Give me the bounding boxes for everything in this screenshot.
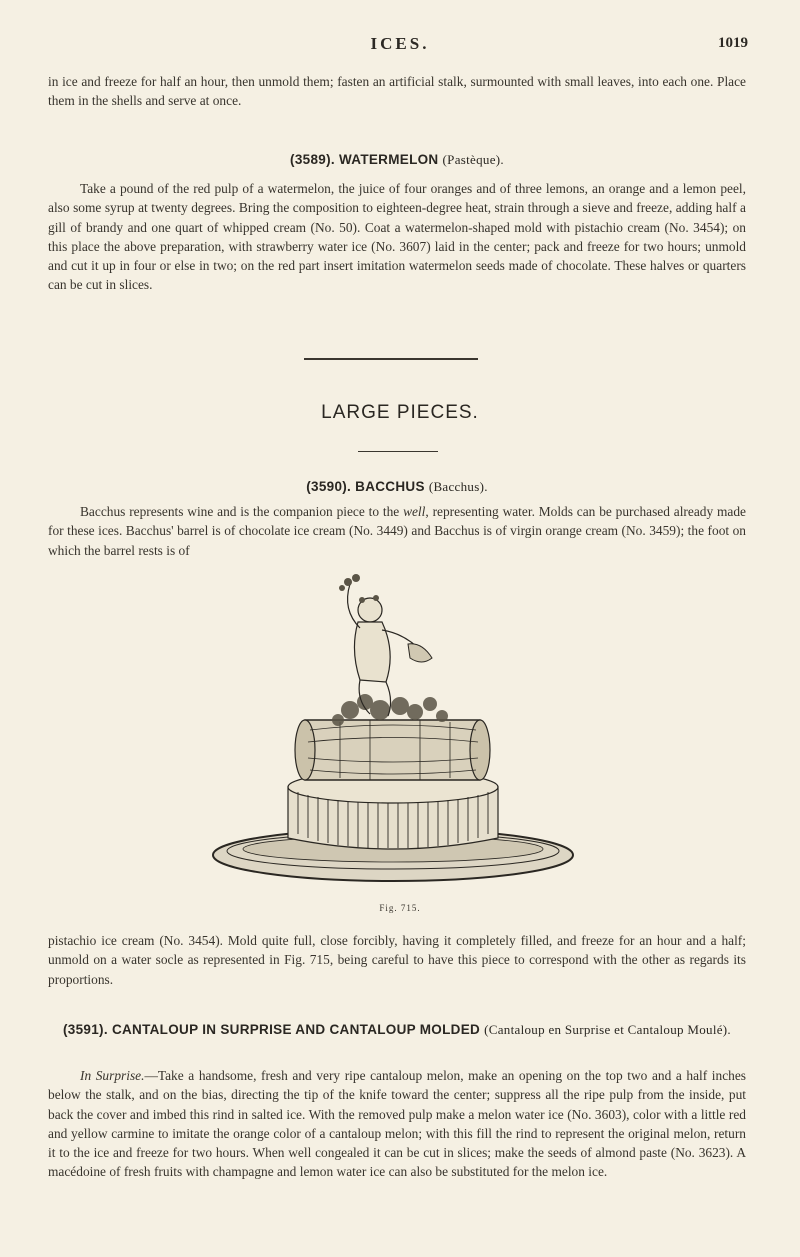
paragraph-watermelon: Take a pound of the red pulp of a watermelon, the juice of four oranges and of three lemons, an orange and a lemon peel, also some syrup at twenty degrees. Bring the composition to eighteen-degree heat, strain through a sieve and freeze, adding half a gill of brandy and one quart of whipped cream (No. 50). Coat a watermelon-shaped mold with pistachio cream (No. 3454); on this place the above preparation, with strawberry water ice (No. 3607) laid in the center; pack and freeze for two hours; unmold and cut it up in four or else in two; on the red part insert imitation watermelon seeds made of chocolate. These halves or quarters can be cut in slices. bbox=[48, 181, 746, 293]
section-title: LARGE PIECES. bbox=[321, 402, 479, 423]
divider-rule bbox=[304, 358, 478, 360]
recipe-title-watermelon bbox=[48, 152, 746, 168]
recipe-title-cantaloup bbox=[48, 1020, 746, 1040]
paragraph-italic: well bbox=[403, 504, 426, 519]
paragraph-text: Bacchus represents wine and is the companion piece to the bbox=[80, 504, 404, 519]
recipe-title-sub: (Cantaloup en Surprise et Cantaloup Moulé). bbox=[484, 1022, 731, 1037]
recipe-title-main: (3589). WATERMELON bbox=[290, 152, 439, 167]
recipe-title-bacchus bbox=[48, 479, 746, 495]
page-header bbox=[48, 34, 752, 58]
bacchus-figure bbox=[210, 570, 580, 900]
recipe-title-sub: (Pastèque). bbox=[442, 152, 504, 167]
paragraph-bacchus bbox=[48, 502, 746, 560]
paragraph-italic: In Surprise. bbox=[80, 1068, 145, 1083]
recipe-title-sub: (Bacchus). bbox=[428, 479, 488, 494]
paragraph-cantaloup bbox=[48, 1066, 746, 1182]
page-number: 1019 bbox=[718, 35, 748, 51]
paragraph-intro: in ice and freeze for half an hour, then unmold them; fasten an artificial stalk, surmounted with small leaves, into each one. Place them in the shells and serve at once. bbox=[48, 74, 746, 109]
paragraph-bacchus-continued: pistachio ice cream (No. 3454). Mold quite full, close forcibly, having it completely filled, and freeze for an hour and a half; unmold on a water socle as represented in Fig. 715, being careful to have this piece to correspond with the other as regards its proportions. bbox=[48, 933, 746, 987]
bacchus-engraving-image bbox=[210, 570, 580, 900]
running-title: ICES. bbox=[370, 34, 430, 53]
recipe-title-main: (3591). CANTALOUP IN SURPRISE AND CANTALOUP MOLDED bbox=[63, 1022, 481, 1037]
recipe-title-main: (3590). BACCHUS bbox=[306, 479, 425, 494]
paragraph-text: , representing water. Molds can be purchased already made for these ices. Bacchus' barrel is of chocolate ice cream (No. 3449) and Bacchus is of virgin orange cream (No. 3459); the foot on which the barrel rests is of bbox=[48, 504, 746, 558]
figure-caption: Fig. 715. bbox=[379, 903, 421, 913]
divider-rule-short bbox=[358, 451, 438, 452]
paragraph-text: —Take a handsome, fresh and very ripe cantaloup melon, make an opening on the top two and a half inches below the stalk, and on the bias, directing the tip of the knife toward the center; suppress all the ripe pulp from the inside, put back the cover and imbed this rind in salted ice. With the removed pulp make a melon water ice (No. 3603), color with a little red and yellow carmine to imitate the orange color of a cantaloup melon; with this fill the rind to represent the original melon, return it to the ice and freeze for two hours. When well congealed it can be cut in slices; make the seeds of almond paste (No. 3623). A macédoine of fresh fruits with champagne and lemon water ice can also be substituted for the melon ice. bbox=[48, 1068, 747, 1180]
